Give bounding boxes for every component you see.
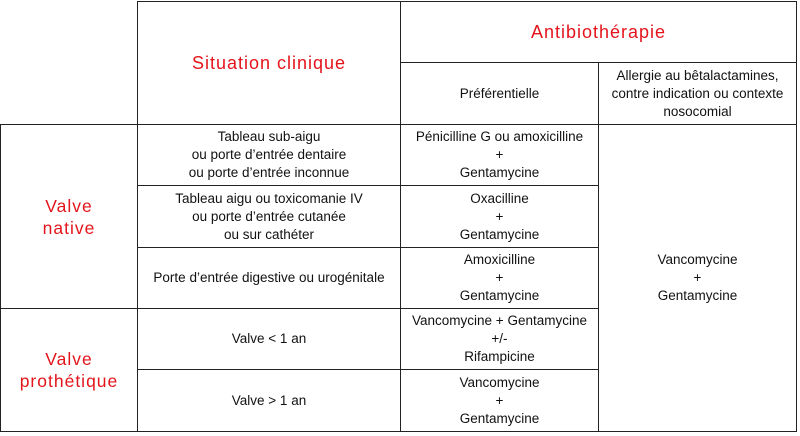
situation-cell: [138, 125, 401, 186]
allergy-header-line: nosocomial: [663, 103, 732, 119]
situation-line: ou sur cathéter: [223, 226, 315, 242]
treatment-line: Vancomycine + Gentamycine: [412, 313, 587, 328]
allergy-header-line: contre indication ou contexte: [611, 85, 784, 101]
treatment-line: Gentamycine: [459, 165, 540, 180]
situation-line: Valve > 1 an: [231, 392, 307, 408]
native-valve-group-cell: [1, 125, 138, 309]
allergy-treatment-cell: [599, 125, 797, 432]
prosthetic-valve-label-line: Valve: [45, 349, 93, 369]
treatment-cell: [401, 186, 599, 248]
treatment-line: Rifampicine: [464, 349, 535, 364]
treatment-line: +/-: [491, 331, 508, 346]
treatment-line: +: [495, 208, 504, 224]
treatment-line: +: [495, 147, 504, 162]
treatment-line: Vancomycine: [657, 252, 738, 267]
treatment-line: +: [693, 270, 702, 285]
situation-cell: [138, 186, 401, 248]
situation-header: Situation clinique: [191, 53, 347, 73]
prosthetic-valve-group-cell: [1, 309, 138, 432]
situation-cell: [138, 248, 401, 309]
situation-cell: [138, 370, 401, 432]
native-valve-label-line: native: [42, 217, 96, 238]
treatment-line: Amoxicilline: [463, 252, 536, 267]
treatment-cell: [401, 309, 599, 370]
native-valve-label-line: Valve: [45, 195, 93, 216]
situation-cell: [138, 309, 401, 370]
allergy-header-line: Allergie au bêtalactamines,: [616, 67, 779, 83]
situation-line: ou porte d’entrée inconnue: [188, 165, 350, 180]
situation-line: ou porte d’entrée dentaire: [191, 147, 347, 162]
treatment-line: Gentamycine: [459, 288, 540, 303]
treatment-line: Pénicilline G ou amoxicilline: [415, 129, 584, 144]
preferential-header-cell: [401, 63, 599, 125]
prosthetic-valve-label-line: prothétique: [19, 371, 119, 391]
situation-line: Porte d’entrée digestive ou urogénitale: [153, 270, 385, 285]
treatment-line: Gentamycine: [459, 410, 540, 426]
situation-line: ou porte d’entrée cutanée: [192, 208, 346, 224]
treatment-cell: [401, 125, 599, 186]
antibiotherapy-header: Antibiothérapie: [530, 22, 667, 42]
situation-line: Tableau aigu ou toxicomanie IV: [175, 190, 363, 206]
situation-line: Valve < 1 an: [231, 331, 307, 346]
allergy-header-cell: [599, 63, 797, 125]
treatment-cell: [401, 370, 599, 432]
treatment-cell: [401, 248, 599, 309]
preferential-header: Préférentielle: [459, 85, 540, 101]
treatment-line: +: [495, 270, 504, 285]
situation-header-cell: [138, 2, 401, 125]
treatment-line: Gentamycine: [657, 288, 738, 303]
treatment-line: Oxacilline: [470, 190, 529, 206]
empty-corner-cell: [1, 2, 138, 125]
antibiotherapy-header-cell: [401, 2, 797, 63]
treatment-line: +: [495, 392, 504, 408]
treatment-line: Vancomycine: [459, 374, 540, 390]
situation-line: Tableau sub-aigu: [217, 129, 321, 144]
treatment-line: Gentamycine: [459, 226, 540, 242]
antibiotherapy-table: [0, 1, 797, 432]
